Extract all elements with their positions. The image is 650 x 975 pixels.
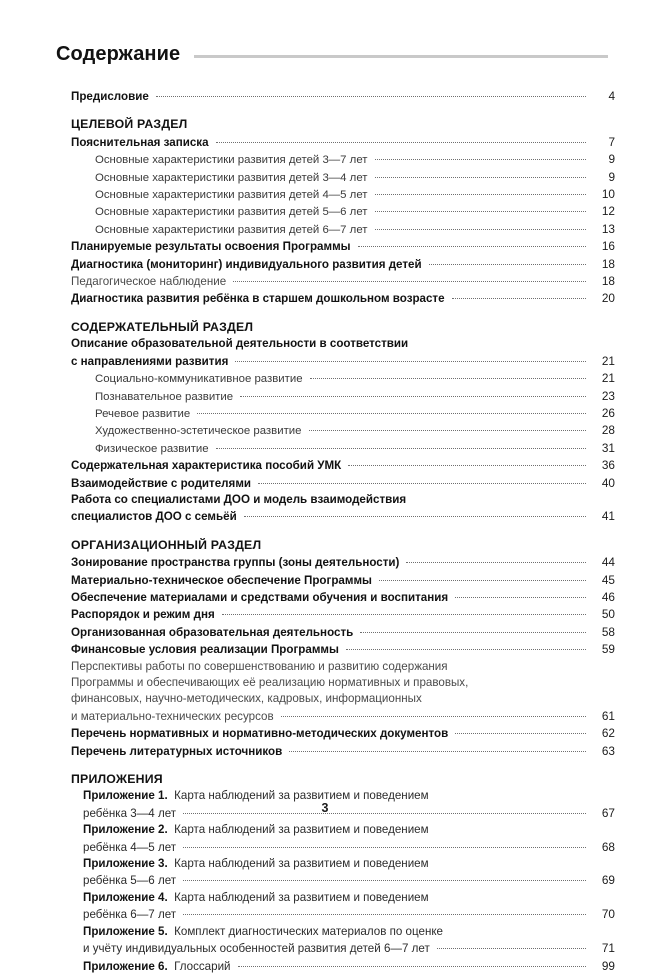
toc-page-number: 16	[601, 239, 615, 254]
dot-leader	[222, 613, 586, 615]
toc-entry-label: Предисловие	[71, 90, 149, 103]
toc-page-number: 13	[601, 221, 615, 236]
toc-header	[56, 44, 608, 64]
toc-entry-label: ребёнка 6—7 лет	[83, 908, 177, 922]
toc-page-number: 7	[608, 134, 615, 149]
dot-leader	[348, 464, 586, 466]
dot-leader	[258, 482, 586, 484]
dot-leader	[183, 846, 586, 848]
toc-entry-label: Познавательное развитие	[95, 390, 234, 403]
toc-entry-label: и материально-технических ресурсов	[71, 709, 274, 723]
toc-page-number: 68	[601, 839, 615, 854]
toc-entry[interactable]	[0, 405, 650, 422]
toc-entry[interactable]	[0, 388, 650, 405]
dot-leader	[310, 377, 586, 379]
toc-entry[interactable]	[0, 659, 650, 675]
toc-entry-label: Основные характеристики развития детей 3—4 лет	[95, 171, 368, 184]
toc-entry[interactable]	[0, 256, 650, 273]
dot-leader	[281, 715, 586, 717]
toc-entry[interactable]	[0, 624, 650, 641]
toc-entry[interactable]	[0, 238, 650, 255]
toc-entry-label: Финансовые условия реализации Программы	[71, 643, 339, 657]
toc-page-number: 67	[601, 805, 615, 820]
toc-section-header	[0, 105, 650, 133]
toc-entry-label	[83, 822, 429, 838]
folio-page-number: 3	[321, 801, 329, 815]
toc-entry-strong: Приложение 5.	[83, 924, 168, 938]
toc-page-number: 4	[608, 89, 615, 103]
toc-entry[interactable]	[0, 872, 650, 889]
toc-entry-label: Основные характеристики развития детей 6—7 лет	[95, 223, 368, 236]
toc-entry-strong: Приложение 1.	[83, 789, 168, 803]
dot-leader	[156, 95, 586, 97]
toc-entry-label-text: Карта наблюдений за развитием и поведением	[167, 890, 429, 904]
toc-entry-label	[83, 856, 429, 872]
toc-entry-label: Речевое развитие	[95, 407, 191, 420]
toc-entry-label: Обеспечение материалами и средствами обучения и воспитания	[71, 590, 449, 604]
toc-page-number: 23	[601, 388, 615, 403]
toc-entry[interactable]	[0, 290, 650, 307]
toc-page-number: 62	[601, 726, 615, 741]
toc-entry-label: Материально-техническое обеспечение Программы	[71, 573, 372, 587]
dot-leader	[360, 631, 586, 633]
toc-entry-label: Физическое развитие	[95, 442, 209, 455]
toc-entry-label: Основные характеристики развития детей 5—6 лет	[95, 206, 368, 219]
dot-leader	[238, 965, 586, 967]
toc-entry[interactable]	[0, 890, 650, 906]
toc-entry[interactable]	[0, 743, 650, 760]
toc-entry-label: Перечень нормативных и нормативно-методических документов	[71, 727, 449, 741]
toc-page-number: 70	[601, 907, 615, 922]
toc-page-number: 18	[601, 274, 615, 289]
toc-section-header	[0, 526, 650, 554]
toc-page-number: 99	[601, 958, 615, 973]
dot-leader	[452, 297, 586, 299]
toc-entry[interactable]	[0, 856, 650, 872]
toc-entry[interactable]	[0, 958, 650, 975]
toc-page-number: 18	[601, 256, 615, 271]
dot-leader	[183, 913, 586, 915]
dot-leader	[379, 579, 586, 581]
toc-entry-strong: Приложение 4.	[83, 890, 168, 904]
toc-entry-label-text: Глоссарий	[167, 959, 231, 973]
toc-entry-label: Работа со специалистами ДОО и модель взаимодействия	[71, 492, 407, 506]
dot-leader	[197, 412, 586, 414]
toc-entry-label: ребёнка 3—4 лет	[83, 806, 177, 820]
toc-entry[interactable]	[0, 353, 650, 370]
toc-page-number: 12	[601, 204, 615, 219]
toc-entry[interactable]	[0, 475, 650, 492]
toc-entry[interactable]	[0, 589, 650, 606]
toc-section-label: СОДЕРЖАТЕЛЬНЫЙ РАЗДЕЛ	[71, 319, 254, 334]
toc-entry[interactable]	[0, 134, 650, 151]
title-rule	[194, 55, 608, 58]
toc-entry-label: Педагогическое наблюдение	[71, 275, 227, 289]
dot-leader	[455, 732, 586, 734]
toc-entry-label-text: Карта наблюдений за развитием и поведением	[167, 823, 429, 837]
toc-entry-label: Взаимодействие с родителями	[71, 476, 252, 490]
toc-entry[interactable]	[0, 572, 650, 589]
toc-page-number: 46	[601, 589, 615, 604]
toc-entry[interactable]	[0, 151, 650, 168]
dot-leader	[289, 750, 586, 752]
toc-page-number: 41	[601, 509, 615, 524]
dot-leader	[216, 141, 586, 143]
toc-entry-label: ребёнка 4—5 лет	[83, 840, 177, 854]
dot-leader	[375, 228, 587, 230]
toc-page-number: 31	[601, 440, 615, 455]
toc-entry-label: финансовых, научно-методических, кадровых, информационных	[71, 692, 422, 706]
dot-leader	[455, 596, 586, 598]
toc-page-number: 21	[601, 371, 615, 386]
dot-leader	[437, 947, 586, 949]
toc-entry[interactable]	[0, 422, 650, 439]
toc-entry[interactable]	[0, 221, 650, 238]
toc-entry-strong: Приложение 6.	[83, 959, 168, 973]
toc-entry[interactable]	[0, 708, 650, 725]
toc-entry-label: Перспективы работы по совершенствованию и развитию содержания	[71, 659, 448, 673]
toc-entry[interactable]	[0, 725, 650, 742]
toc-entry-strong: Приложение 2.	[83, 823, 168, 837]
toc-entry-label: специалистов ДОО с семьёй	[71, 510, 237, 524]
toc-entry-label: Основные характеристики развития детей 4—5 лет	[95, 189, 368, 202]
toc-entry-label: и учёту индивидуальных особенностей развития детей 6—7 лет	[83, 942, 430, 956]
toc-entry[interactable]	[0, 822, 650, 838]
toc-entry[interactable]	[0, 186, 650, 203]
toc-page-number: 9	[608, 169, 615, 184]
toc-entry-label-text: Карта наблюдений за развитием и поведением	[167, 857, 429, 871]
dot-leader	[358, 245, 586, 247]
toc-entry[interactable]	[0, 675, 650, 691]
dot-leader	[346, 648, 586, 650]
dot-leader	[216, 447, 586, 449]
toc-entry-label: Зонирование пространства группы (зоны деятельности)	[71, 556, 400, 570]
toc-page-number: 63	[601, 743, 615, 758]
toc-page-number: 58	[601, 624, 615, 639]
toc-page-number: 21	[601, 353, 615, 368]
toc-entry-label: Планируемые результаты освоения Программы	[71, 240, 351, 254]
toc-entry-label: Содержательная характеристика пособий УМК	[71, 459, 342, 473]
toc-entry[interactable]	[0, 940, 650, 957]
toc-section-label: ОРГАНИЗАЦИОННЫЙ РАЗДЕЛ	[71, 537, 262, 552]
page-title: Содержание	[56, 43, 181, 65]
toc-page-number: 61	[601, 708, 615, 723]
toc-entry[interactable]	[0, 370, 650, 387]
toc-entry-list	[0, 88, 650, 975]
toc-page-number: 26	[601, 405, 615, 420]
toc-page-number: 9	[608, 152, 615, 167]
toc-page-number: 69	[601, 873, 615, 888]
toc-page-number: 50	[601, 607, 615, 622]
dot-leader	[375, 176, 587, 178]
toc-page-number: 44	[601, 555, 615, 570]
toc-page-number: 20	[601, 291, 615, 306]
toc-entry-label: Диагностика (мониторинг) индивидуального развития детей	[71, 257, 422, 271]
toc-entry-label: Художественно-эстетическое развитие	[95, 425, 302, 438]
toc-page-number: 40	[601, 475, 615, 490]
toc-section-label: ПРИЛОЖЕНИЯ	[71, 772, 163, 787]
toc-entry[interactable]	[0, 457, 650, 474]
dot-leader	[235, 360, 586, 362]
toc-entry[interactable]	[0, 691, 650, 707]
toc-entry-label	[83, 924, 443, 940]
toc-section-header	[0, 760, 650, 788]
toc-entry-label	[83, 890, 429, 906]
toc-entry-label-text: Комплект диагностических материалов по оценке	[167, 924, 444, 938]
dot-leader	[375, 158, 587, 160]
toc-entry[interactable]	[0, 924, 650, 940]
toc-entry-label: Организованная образовательная деятельность	[71, 625, 354, 639]
toc-page-number: 59	[601, 642, 615, 657]
toc-entry-label: Программы и обеспечивающих её реализацию нормативных и правовых,	[71, 676, 469, 689]
toc-page-number: 71	[601, 941, 615, 956]
dot-leader	[309, 429, 587, 431]
dot-leader	[429, 263, 586, 265]
dot-leader	[233, 280, 586, 282]
toc-entry[interactable]	[0, 606, 650, 623]
toc-entry-label: Пояснительная записка	[71, 135, 209, 149]
toc-entry[interactable]	[0, 554, 650, 571]
toc-page-number: 45	[601, 572, 615, 587]
toc-entry-strong: Приложение 3.	[83, 857, 168, 871]
toc-entry-label: Социально-коммуникативное развитие	[95, 373, 303, 386]
toc-entry[interactable]	[0, 440, 650, 457]
dot-leader	[244, 515, 586, 517]
toc-entry-label: Описание образовательной деятельности в соответствии	[71, 337, 409, 351]
toc-entry-label	[83, 959, 231, 975]
toc-page-number: 10	[601, 187, 615, 202]
toc-entry-label: Диагностика развития ребёнка в старшем дошкольном возрасте	[71, 292, 445, 306]
dot-leader	[183, 879, 586, 881]
dot-leader	[375, 193, 587, 195]
toc-entry-label: ребёнка 5—6 лет	[83, 874, 177, 888]
toc-section-header	[0, 308, 650, 336]
toc-entry-label: Основные характеристики развития детей 3—7 лет	[95, 154, 368, 167]
toc-entry-label: Перечень литературных источников	[71, 744, 283, 758]
toc-entry[interactable]	[0, 336, 650, 352]
toc-entry-label: Распорядок и режим дня	[71, 608, 215, 622]
toc-entry[interactable]	[0, 906, 650, 923]
toc-entry-label-text: Карта наблюдений за развитием и поведением	[167, 789, 429, 803]
toc-page-number: 28	[601, 423, 615, 438]
dot-leader	[406, 561, 586, 563]
toc-entry[interactable]	[0, 839, 650, 856]
toc-entry[interactable]	[0, 641, 650, 658]
toc-entry[interactable]	[0, 203, 650, 220]
toc-entry[interactable]	[0, 88, 650, 105]
dot-leader	[240, 395, 586, 397]
toc-page-number: 36	[601, 458, 615, 473]
toc-entry[interactable]	[0, 273, 650, 290]
toc-section-label: ЦЕЛЕВОЙ РАЗДЕЛ	[71, 117, 188, 132]
dot-leader	[375, 210, 587, 212]
toc-entry[interactable]	[0, 508, 650, 525]
toc-entry[interactable]	[0, 169, 650, 186]
toc-entry[interactable]	[0, 492, 650, 508]
toc-entry-label: с направлениями развития	[71, 354, 229, 368]
